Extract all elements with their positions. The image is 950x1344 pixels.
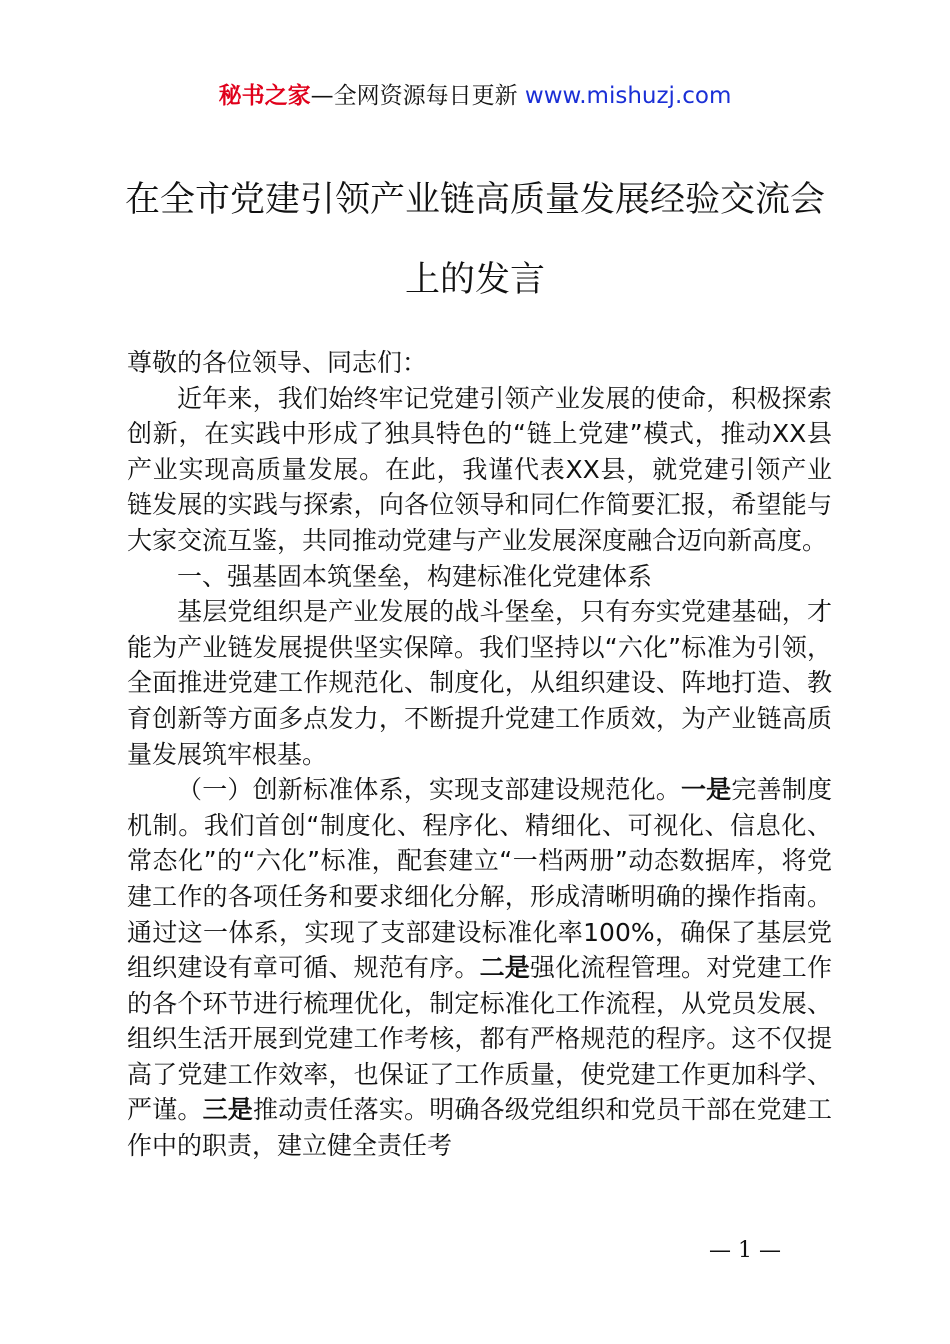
site-banner (0, 80, 950, 112)
subsection-text-3: 推动责任落实。明确各级党组织和党员干部在党建工作中的职责，建立健全责任考 (127, 1095, 832, 1161)
subsection-text-2: 强化流程管理。对党建工作的各个环节进行梳理优化，制定标准化工作流程，从党员发展、组织生活开展到党建工作考核，都有严格规范的程序。这不仅提高了党建工作效率，也保证了工作质量，使党建工作更加科学、严谨。 (127, 953, 832, 1125)
keyword-third: 三是 (202, 1095, 253, 1125)
page-number: — 1 — (709, 1238, 781, 1263)
section-paragraph: 基层党组织是产业发展的战斗堡垒，只有夯实党建基础，才能为产业链发展提供坚实保障。我们坚持以“六化”标准为引领，全面推进党建工作规范化、制度化，从组织建设、阵地打造、教育创新等方面多点发力，不断提升党建工作质效，为产业链高质量发展筑牢根基。 (127, 597, 832, 769)
document-title: 在全市党建引领产业链高质量发展经验交流会上的发言 (124, 180, 825, 300)
subsection-paragraph (127, 772, 832, 1164)
intro-paragraph: 近年来，我们始终牢记党建引领产业发展的使命，积极探索创新，在实践中形成了独具特色的“链上党建”模式，推动XX县产业实现高质量发展。在此，我谨代表XX县，就党建引领产业链发展的实践与探索，向各位领导和同仁作简要汇报，希望能与大家交流互鉴，共同推动党建与产业发展深度融合迈向新高度。 (127, 383, 832, 555)
section-heading: 一、强基固本筑堡垒，构建标准化党建体系 (177, 561, 653, 591)
banner-brand: 秘书之家 (218, 83, 311, 109)
keyword-second: 二是 (479, 953, 530, 983)
subsection-text-1: 完善制度机制。我们首创“制度化、程序化、精细化、可视化、信息化、常态化”的“六化”标准，配套建立“一档两册”动态数据库，将党建工作的各项任务和要求细化分解，形成清晰明确的操作指南。通过这一体系，实现了支部建设标准化率100%，确保了基层党组织建设有章可循、规范有序。 (127, 775, 832, 983)
banner-url-link[interactable]: www.mishuzj.com (524, 83, 732, 109)
banner-tagline: —全网资源每日更新 (310, 83, 525, 109)
keyword-first: 一是 (680, 775, 732, 805)
document-body (127, 345, 832, 1164)
salutation: 尊敬的各位领导、同志们： (127, 348, 428, 377)
subsection-lead: （一）创新标准体系，实现支部建设规范化。 (177, 775, 681, 805)
